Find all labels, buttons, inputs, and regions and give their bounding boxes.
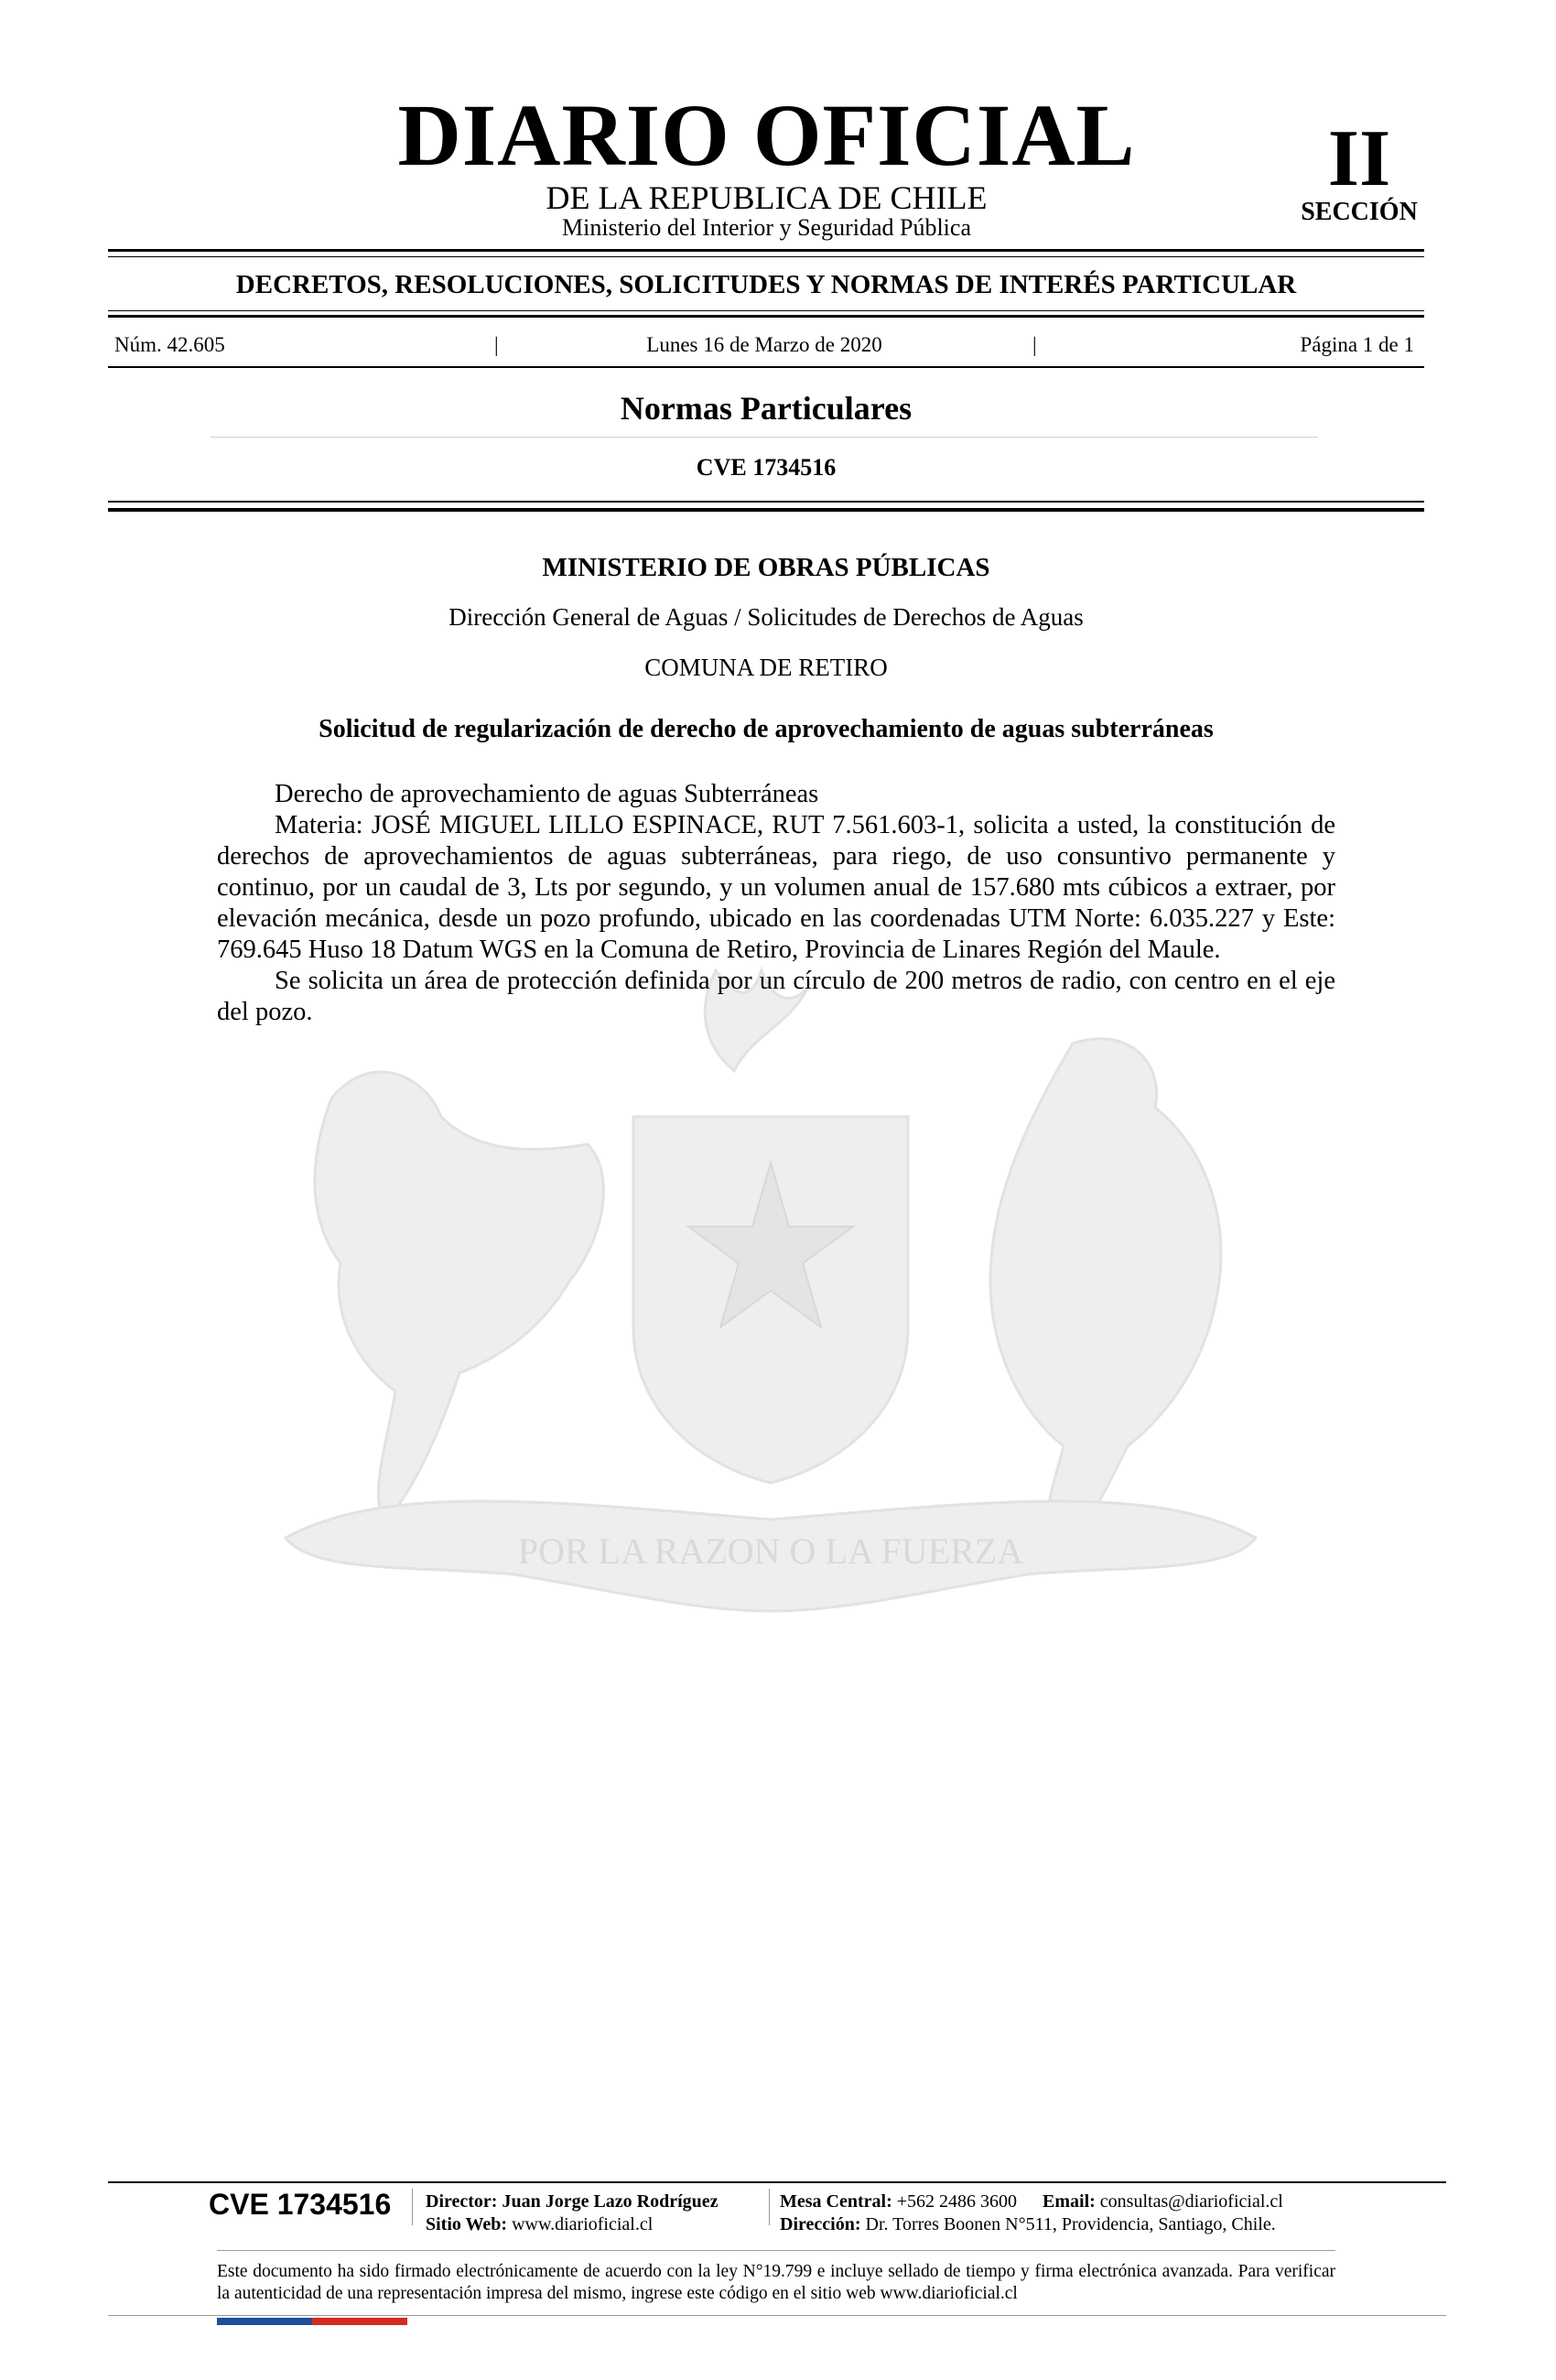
address-label: Dirección: — [780, 2214, 861, 2234]
email-label: Email: — [1043, 2191, 1096, 2212]
footer-rule-top — [108, 2181, 1446, 2183]
email-link[interactable]: consultas@diarioficial.cl — [1099, 2191, 1283, 2212]
coat-of-arms-icon — [203, 934, 1338, 1684]
footer-contact-col — [780, 2191, 1338, 2236]
meta-separator: | — [494, 333, 499, 356]
address-value: Dr. Torres Boonen N°511, Providencia, Santiago, Chile. — [865, 2214, 1276, 2234]
footer-director-col — [426, 2191, 719, 2236]
web-label: Sitio Web: — [426, 2214, 508, 2234]
section-title: Normas Particulares — [620, 390, 913, 427]
motto: POR LA RAZON O LA FUERZA — [517, 1531, 1024, 1572]
footer-legal-text: Este documento ha sido firmado electrónicamente de acuerdo con la ley N°19.799 e incluye sellado de tiempo y firma electrónica avanzada. Para verificar la autenticidad de una representación impresa del mismo, ingrese este código en el sitio web www.diarioficial.cl — [217, 2262, 1335, 2303]
phone-value: +562 2486 3600 — [896, 2191, 1018, 2212]
document-heading: Solicitud de regularización de derecho de aprovechamiento de aguas subterráneas — [319, 715, 1214, 743]
issue-number: Núm. 42.605 — [114, 333, 225, 356]
meta-rule — [108, 366, 1424, 368]
footer-divider — [769, 2189, 770, 2225]
direccion-line: Dirección General de Aguas / Solicitudes de Derechos de Aguas — [448, 603, 1084, 631]
paragraph-materia: Materia: JOSÉ MIGUEL LILLO ESPINACE, RUT 7.561.603-1, solicita a usted, la constitución de derechos de aprovechamientos de aguas subterráneas, para riego, de uso consuntivo permanente y continuo, por un caudal de 3, Lts por segundo, y un volumen anual de 157.680 mts cúbicos a extraer, por elevación mecánica, desde un pozo profundo, ubicado en las coordenadas UTM Norte: 6.035.227 y Este: 769.645 Huso 18 Datum WGS en la Comuna de Retiro, Provincia de Linares Región del Maule. — [217, 811, 1335, 964]
masthead-ministry: Ministerio del Interior y Seguridad Pública — [562, 214, 971, 241]
top-rule-thin — [108, 256, 1424, 257]
issue-date: Lunes 16 de Marzo de 2020 — [646, 333, 882, 356]
flag-stripe-blue — [217, 2318, 312, 2325]
cve-rule-thick — [108, 508, 1424, 512]
meta-separator: | — [1032, 333, 1037, 356]
page-indicator: Página 1 de 1 — [1300, 333, 1414, 356]
section-divider — [211, 437, 1318, 438]
banner-rule-thin — [108, 310, 1424, 311]
footer-divider — [412, 2189, 413, 2225]
director-name: Juan Jorge Lazo Rodríguez — [502, 2191, 719, 2212]
masthead-subtitle: DE LA REPUBLICA DE CHILE — [546, 179, 988, 216]
footer-rule-mid — [217, 2250, 1335, 2251]
ministry-name: MINISTERIO DE OBRAS PÚBLICAS — [542, 553, 990, 582]
top-rule-thick — [108, 249, 1424, 252]
banner: DECRETOS, RESOLUCIONES, SOLICITUDES Y NORMAS DE INTERÉS PARTICULAR — [235, 270, 1297, 299]
cve-code: CVE 1734516 — [696, 454, 837, 481]
paragraph-subject: Derecho de aprovechamiento de aguas Subterráneas — [275, 780, 819, 808]
web-link[interactable]: www.diarioficial.cl — [512, 2214, 654, 2234]
flag-stripe — [217, 2318, 407, 2325]
banner-rule-thick — [108, 315, 1424, 318]
phone-label: Mesa Central: — [780, 2191, 892, 2212]
cve-rule-thin — [108, 501, 1424, 503]
comuna-line: COMUNA DE RETIRO — [644, 654, 888, 681]
footer-cve: CVE 1734516 — [209, 2188, 392, 2221]
paragraph-protection-area: Se solicita un área de protección definida por un círculo de 200 metros de radio, con centro en el eje del pozo. — [217, 967, 1335, 1026]
flag-stripe-red — [312, 2318, 407, 2325]
masthead-title: DIARIO OFICIAL — [397, 86, 1136, 184]
section-label: SECCIÓN — [1301, 198, 1418, 226]
footer-rule-bottom — [108, 2315, 1446, 2316]
document-body — [217, 779, 1335, 1028]
director-label: Director: — [426, 2191, 498, 2212]
section-number: II — [1327, 114, 1391, 203]
